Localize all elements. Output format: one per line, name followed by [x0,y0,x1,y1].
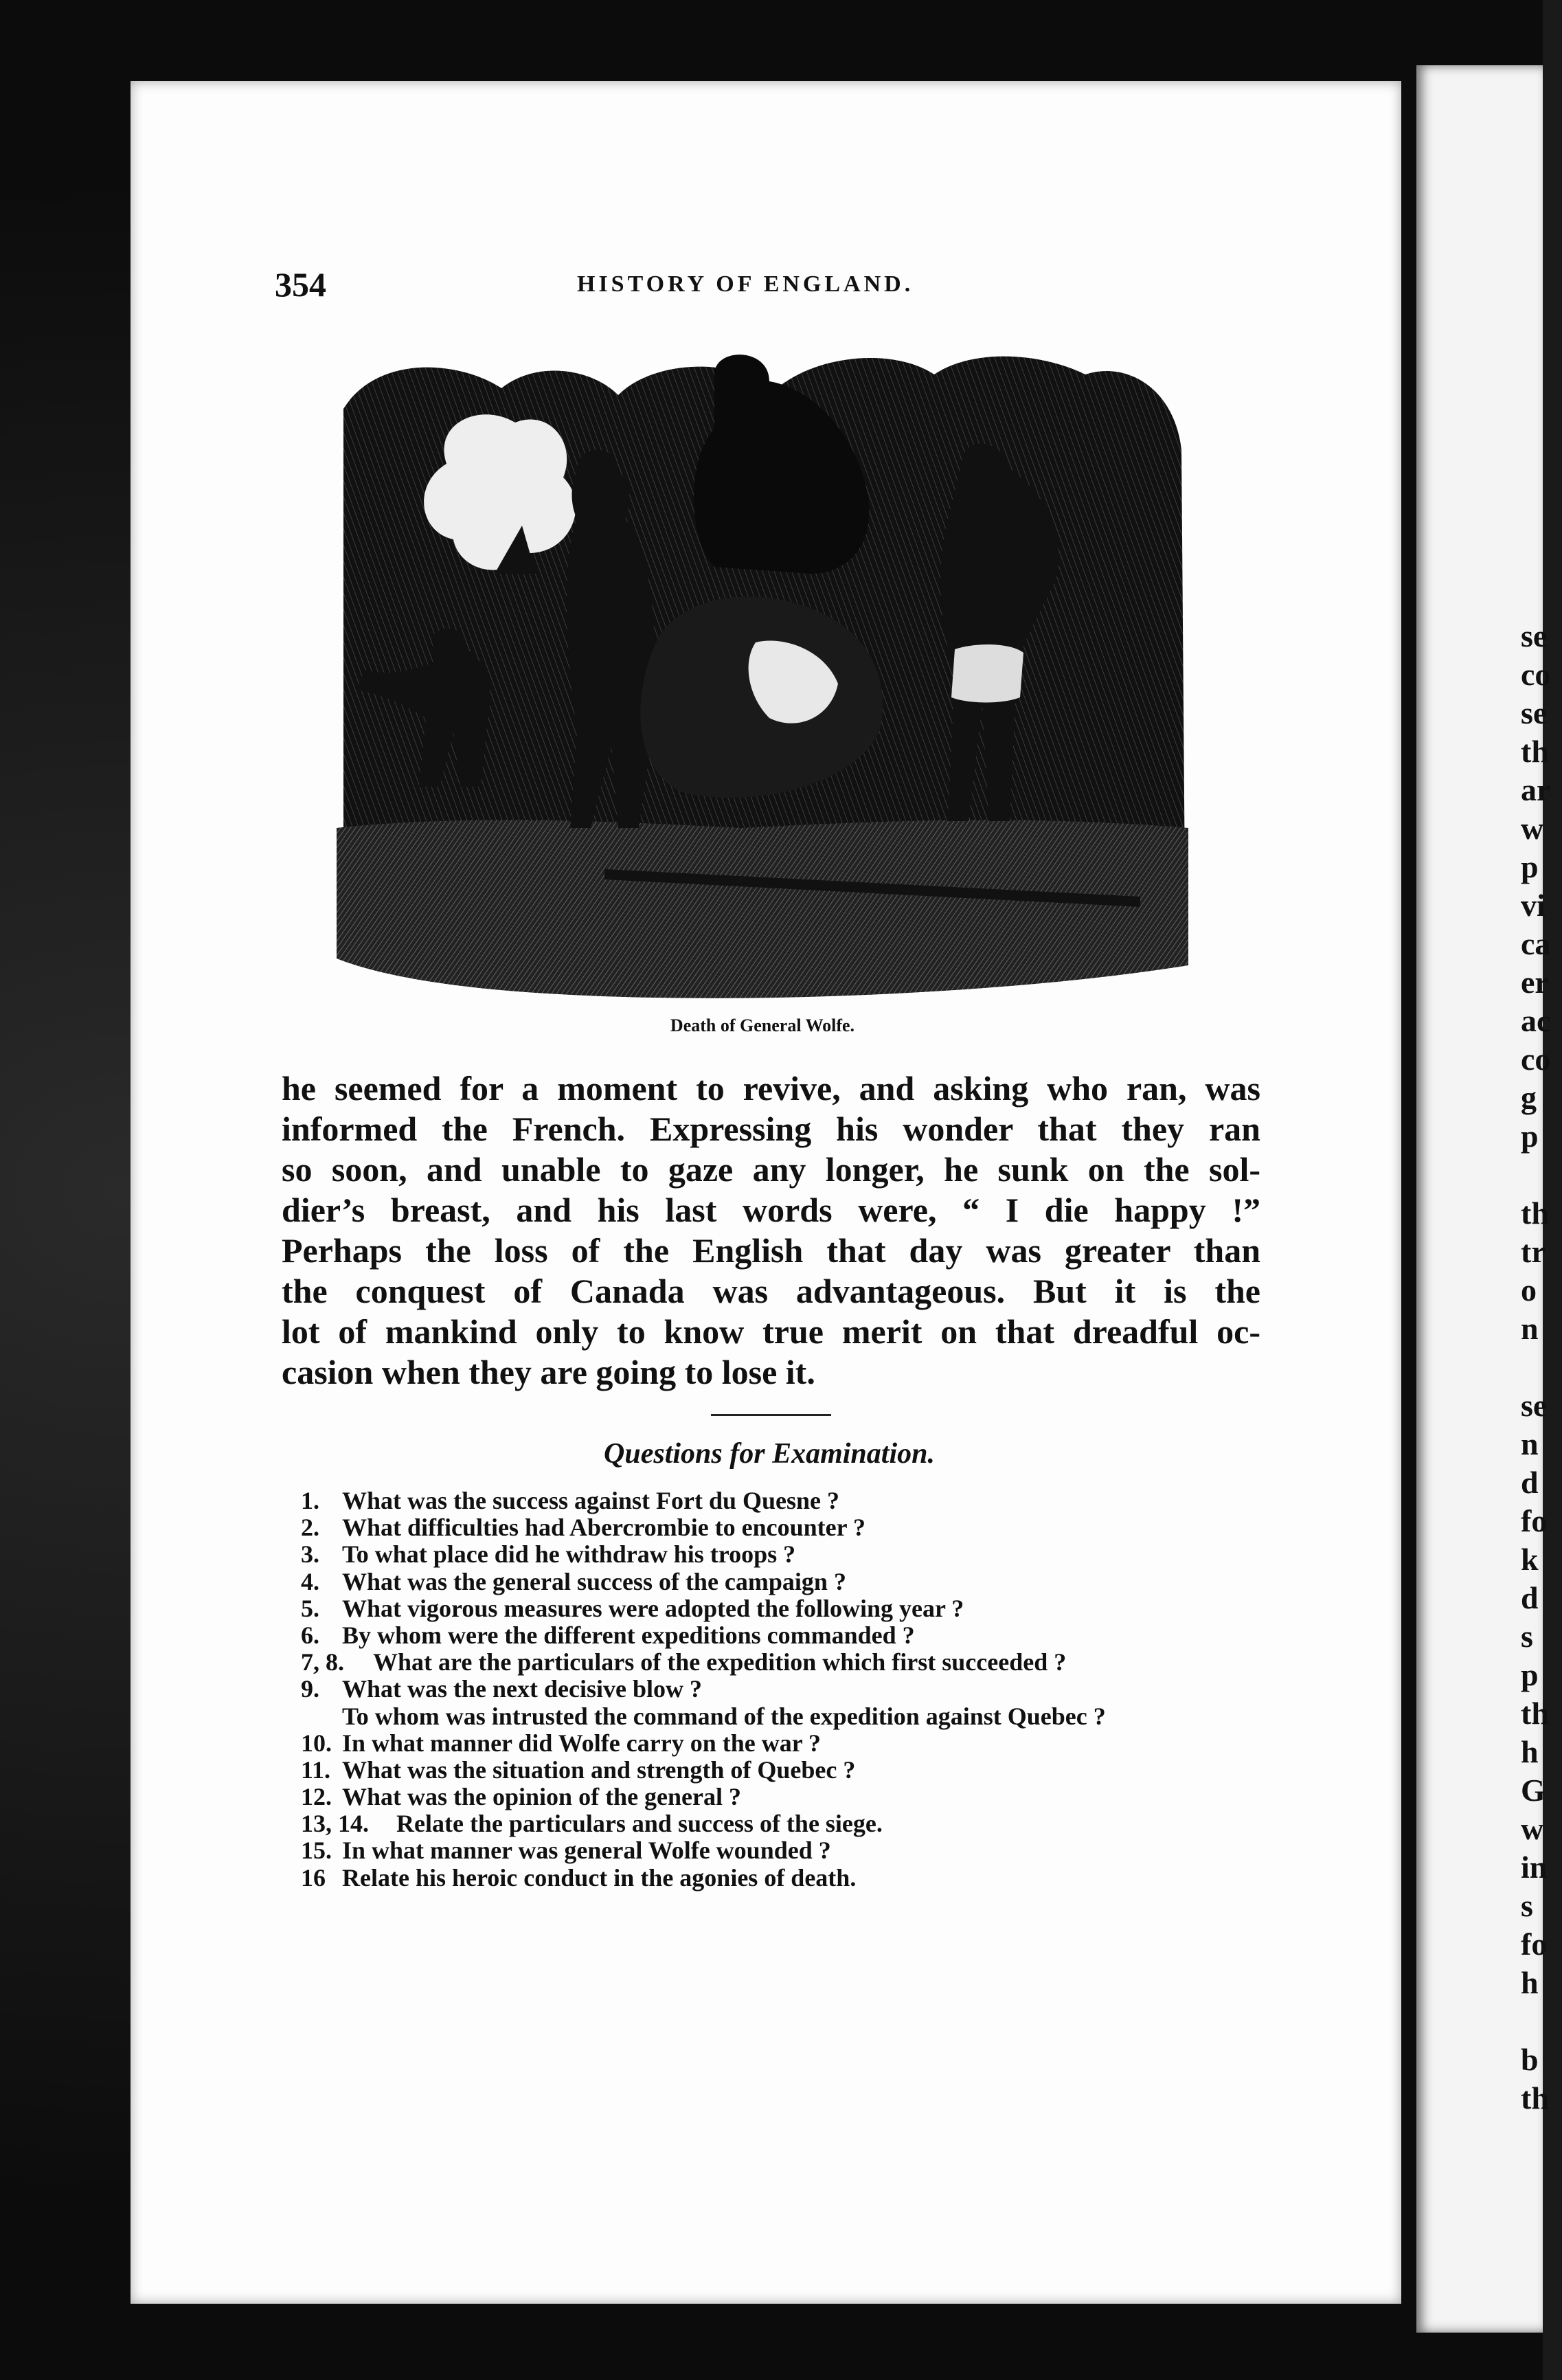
body-line: dier’s breast, and his last words were, “ I die happy !” [282,1191,1260,1229]
right-page-fragment: p [1521,1119,1539,1154]
question-item [301,1730,1290,1757]
illustration-caption: Death of General Wolfe. [670,1015,855,1035]
question-number: 15. [301,1837,332,1865]
question-text: What was the general success of the campaign ? [342,1567,846,1595]
woodcut-illustration [330,347,1195,1013]
right-page-fragment: s [1521,1888,1533,1923]
question-item [301,1757,1290,1784]
question-item [301,1595,1290,1622]
question-item [301,1541,1290,1568]
question-text: In what manner was general Wolfe wounded ? [342,1837,831,1865]
highlander-kilt [951,644,1023,702]
body-paragraph [282,1068,1260,1393]
right-page-fragment: d [1521,1580,1539,1615]
question-number: 10. [301,1729,332,1757]
right-page-fragment: w [1521,1811,1544,1846]
right-page-fragment: k [1521,1542,1539,1577]
right-page-fragment: h [1521,1965,1539,2000]
question-number: 9. [301,1675,319,1703]
question-text: Relate his heroic conduct in the agonies of death. [342,1863,857,1891]
body-line: he seemed for a moment to revive, and asking who ran, was [282,1069,1260,1108]
question-number: 6. [301,1621,319,1649]
body-line: Perhaps the loss of the English that day was greater than [282,1231,1260,1270]
running-head: HISTORY OF ENGLAND. [577,271,914,297]
question-number: 1. [301,1487,319,1514]
question-number: 12. [301,1783,332,1811]
body-line: lot of mankind only to know true merit on that dreadful oc- [282,1312,1260,1351]
body-line: the conquest of Canada was advantageous. But it is the [282,1272,1260,1310]
question-item [301,1649,1290,1676]
question-text: In what manner did Wolfe carry on the war ? [342,1729,822,1757]
question-number: 13, 14. [301,1810,369,1838]
right-page-text-fragments [1521,617,1562,2118]
right-page-edge [1416,65,1551,2333]
ground [337,820,1188,998]
right-page-fragment: n [1521,1311,1539,1346]
right-page-fragment: o [1521,1272,1537,1307]
question-item [301,1676,1290,1703]
right-page-fragment: se [1521,618,1548,653]
right-page-fragment: fo [1521,1503,1548,1538]
question-text: What was the opinion of the general ? [342,1783,742,1811]
right-page-fragment: co [1521,657,1551,692]
section-divider [711,1414,831,1416]
right-page-fragment: g [1521,1080,1537,1115]
right-page-fragment: th [1521,1696,1549,1731]
right-page-fragment: w [1521,811,1544,846]
right-page-fragment [1521,1156,1562,1194]
right-page-fragment: se [1521,1388,1548,1423]
question-number: 2. [301,1514,319,1542]
questions-list [301,1488,1290,1891]
right-page-fragment: er [1521,965,1549,1000]
right-page-fragment: th [1521,734,1549,769]
question-text: What was the situation and strength of Quebec ? [342,1755,856,1784]
right-page-fragment: fo [1521,1927,1548,1962]
question-item [301,1622,1290,1649]
question-item [301,1703,1290,1730]
right-page-fragment: ac [1521,1003,1551,1038]
body-line: so soon, and unable to gaze any longer, he sunk on the sol- [282,1150,1260,1189]
question-number: 3. [301,1540,319,1569]
question-item [301,1784,1290,1810]
right-page-fragment: vi [1521,888,1546,923]
question-text: What are the particulars of the expedition which first succeeded ? [373,1648,1067,1676]
question-text: What vigorous measures were adopted the following year ? [342,1594,964,1622]
right-page-fragment [1521,1348,1562,1387]
questions-heading: Questions for Examination. [604,1438,935,1470]
question-number: 7, 8. [301,1648,344,1676]
right-page-fragment: th [1521,2080,1549,2115]
question-item [301,1514,1290,1541]
question-text: To what place did he withdraw his troops ? [342,1540,796,1569]
question-item [301,1488,1290,1514]
question-text: What was the success against Fort du Quesne ? [342,1487,840,1514]
body-line: casion when they are going to lose it. [282,1353,815,1391]
question-item [301,1837,1290,1864]
question-number: 4. [301,1567,319,1595]
question-text: What difficulties had Abercrombie to encounter ? [342,1514,865,1542]
right-page-fragment: s [1521,1619,1533,1654]
question-item [301,1569,1290,1595]
question-item [301,1865,1290,1891]
right-page-fragment: ar [1521,772,1551,807]
question-text: Relate the particulars and success of the siege. [396,1810,883,1838]
right-page-fragment: se [1521,695,1548,730]
right-page-fragment: G [1521,1773,1546,1808]
right-page-fragment: h [1521,1734,1539,1769]
right-page-fragment: th [1521,1195,1549,1231]
right-page-fragment: b [1521,2042,1539,2077]
question-text: To whom was intrusted the command of the expedition against Quebec ? [342,1702,1106,1730]
question-number: 5. [301,1594,319,1622]
question-number: 16 [301,1863,326,1891]
right-page-fragment [1521,2002,1562,2041]
question-text: By whom were the different expeditions commanded ? [342,1621,915,1649]
right-page-fragment: in [1521,1850,1548,1885]
right-page-fragment: co [1521,1042,1551,1077]
question-text: What was the next decisive blow ? [342,1675,702,1703]
question-number: 11. [301,1755,331,1784]
right-page-fragment: d [1521,1465,1539,1500]
right-page-fragment: tr [1521,1234,1546,1269]
right-page-fragment: p [1521,849,1539,884]
page-header [275,265,1264,306]
page-number: 354 [275,265,326,304]
question-item [301,1810,1290,1837]
right-page-fragment: p [1521,1657,1539,1692]
right-page-fragment: n [1521,1426,1539,1461]
body-line: informed the French. Expressing his wonder that they ran [282,1110,1260,1148]
right-page-fragment: ca [1521,926,1551,961]
